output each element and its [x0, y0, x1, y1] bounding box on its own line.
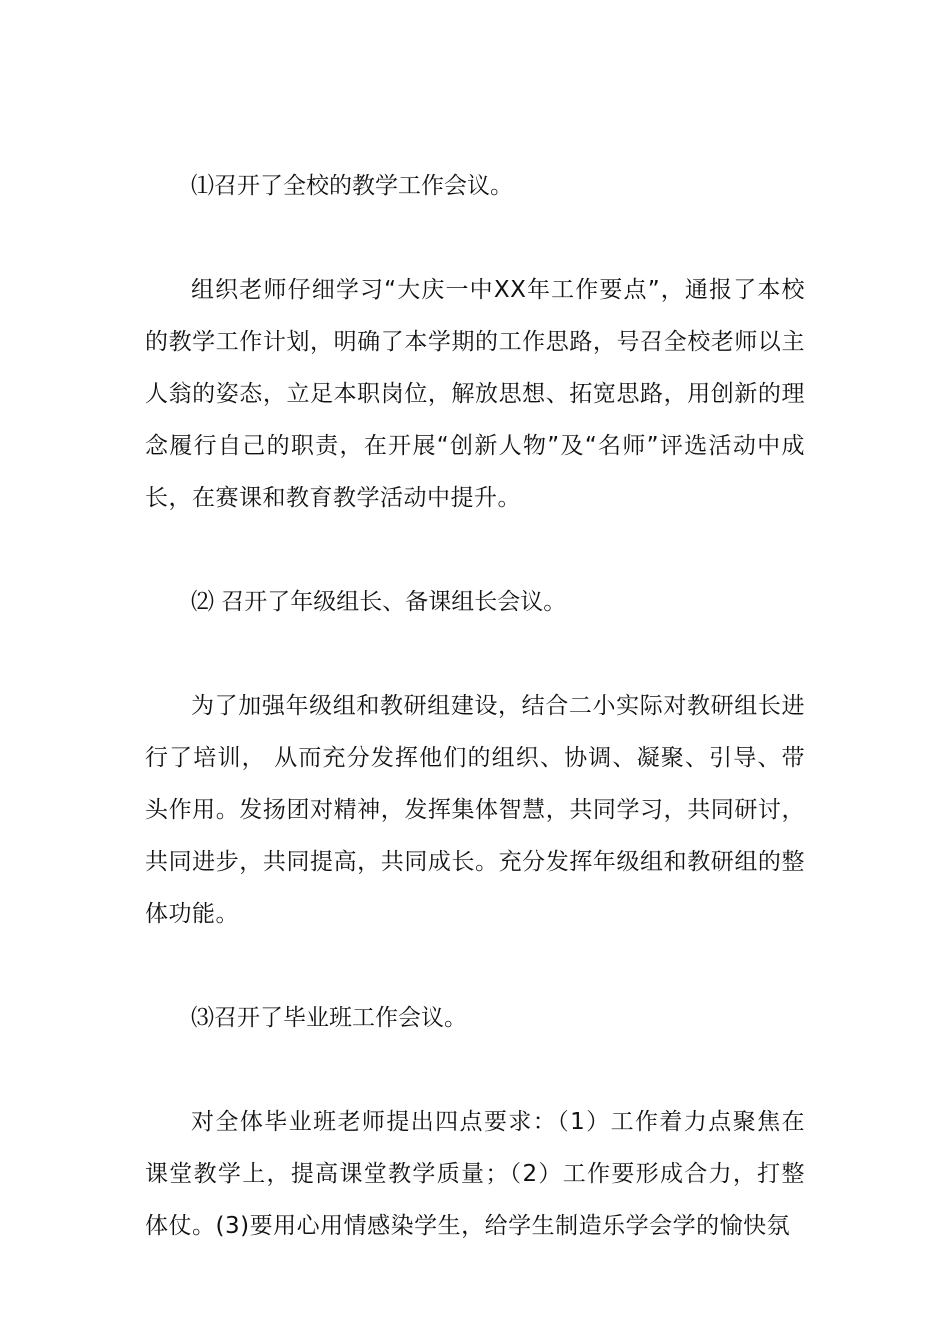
section-heading-2: ⑵ 召开了年级组长、备课组长会议。: [191, 589, 567, 615]
section-paragraph-1: 组织老师仔细学习“大庆一中XX年工作要点”，通报了本校的教学工作计划，明确了本学期的工作思路，号召全校老师以主人翁的姿态，立足本职岗位，解放思想、拓宽思路，用创新的理念履行自己的职责，在开展“创新人物”及“名师”评选活动中成长，在赛课和教育教学活动中提升。: [145, 277, 805, 511]
document-body: [145, 160, 805, 1252]
section-heading-3: ⑶召开了毕业班工作会议。: [191, 1005, 467, 1031]
section-paragraph-3: 对全体毕业班老师提出四点要求：（1）工作着力点聚焦在课堂教学上，提高课堂教学质量；（2）工作要形成合力，打整体仗。(3)要用心用情感染学生，给学生制造乐学会学的愉快氛: [145, 1109, 805, 1239]
section-heading-1: ⑴召开了全校的教学工作会议。: [191, 173, 513, 199]
section-paragraph-2: 为了加强年级组和教研组建设，结合二小实际对教研组长进行了培训， 从而充分发挥他们的组织、协调、凝聚、引导、带头作用。发扬团对精神，发挥集体智慧，共同学习，共同研讨，共同进步，共同提高，共同成长。充分发挥年级组和教研组的整体功能。: [145, 693, 805, 927]
